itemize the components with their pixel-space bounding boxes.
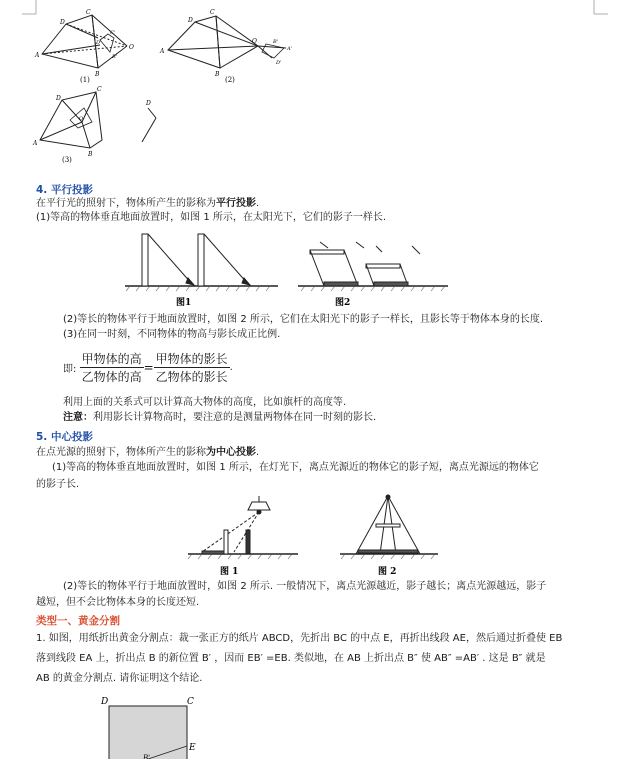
fig3-label-B: B xyxy=(88,151,93,158)
fig1-label-C: C xyxy=(86,9,91,16)
square-paper xyxy=(109,706,187,759)
section4-formula xyxy=(63,350,233,385)
section4-figures xyxy=(120,226,450,311)
section5-def-term: 为中心投影 xyxy=(206,447,256,458)
fig1-label-A: A xyxy=(35,52,40,59)
note-label: 注意： xyxy=(63,412,93,423)
type1-question-line3: AB 的黄金分割点. 请你证明这个结论. xyxy=(36,673,203,684)
fig2-label-A: A xyxy=(160,48,165,55)
figure-1-projection xyxy=(42,15,127,68)
label-D: D xyxy=(101,697,109,707)
fig3-label-O: O xyxy=(79,116,84,122)
fig3-caption: (3) xyxy=(62,156,72,164)
type1-question-line2: 落到线段 EA 上，折出点 B 的新位置 B′ ，因而 EB′ =EB. 类似地，在 AB 上折出点 B″ 使 AB″ =AB′ . 这是 B″ 就是 xyxy=(36,653,546,664)
central-fig2-drawing xyxy=(340,495,438,554)
section4-title: 4. 平行投影 xyxy=(36,184,93,196)
central-fig1-drawing xyxy=(188,496,298,554)
fig1-label-O: O xyxy=(129,44,134,51)
formula-end: . xyxy=(229,362,233,373)
section5-point2-line1: (2)等长的物体平行于地面放置时，如图 2 所示. 一般情况下，离点光源越近，影子越长；离点光源越远，影子 xyxy=(63,581,547,592)
fig2-label-B: B xyxy=(215,71,220,78)
parallel-fig2-caption: 图2 xyxy=(335,298,351,308)
section4-def-prefix: 在平行光的照射下，物体所产生的影称为 xyxy=(36,198,216,209)
section4-definition xyxy=(36,197,259,211)
section5-def-suffix: . xyxy=(256,447,260,458)
formula-left-fraction xyxy=(80,350,144,385)
type1-question-line1: 1. 如图，用纸折出黄金分割点：裁一张正方的纸片 ABCD，先折出 BC 的中点 E，再折出线段 AE，然后通过折叠使 EB xyxy=(36,633,563,644)
parallel-fig2-drawing xyxy=(298,242,448,286)
formula-equals: = xyxy=(143,360,154,375)
fig3-label-D-right: D xyxy=(146,100,151,107)
fig2-label-D: D xyxy=(188,17,193,24)
fig3-label-A: A xyxy=(33,140,38,147)
fig1-label-D2: D' xyxy=(96,40,102,46)
section4-point4: 利用上面的关系式可以计算高大物体的高度，比如旗杆的高度等. xyxy=(63,397,347,408)
section5-point1-line1: (1)等高的物体垂直地面放置时，如图 1 所示，在灯光下，离点光源近的物体它的影子短，离点光源远的物体它 xyxy=(52,462,539,473)
fig2-label-O: O xyxy=(252,38,257,45)
parallel-fig1-caption: 图1 xyxy=(176,298,192,308)
section4-point1: (1)等高的物体垂直地面放置时，如图 1 所示，在太阳光下，它们的影子一样长. xyxy=(36,212,387,223)
parallel-fig1-drawing xyxy=(125,234,278,286)
section5-point2-line2: 越短，但不会比物体本身的长度还短. xyxy=(36,597,200,608)
formula-left-numerator: 甲物体的高 xyxy=(81,352,142,366)
label-B-prime: B' xyxy=(143,754,151,759)
fig2-caption: (2) xyxy=(225,76,235,84)
formula-right-numerator: 甲物体的影长 xyxy=(155,352,228,366)
label-C: C xyxy=(187,697,194,707)
fig2-label-D2: D' xyxy=(276,60,282,66)
formula-right-denominator: 乙物体的影长 xyxy=(155,370,228,384)
central-fig2-caption: 图 2 xyxy=(378,567,397,577)
golden-section-figure xyxy=(95,694,215,759)
figure-2-projection xyxy=(168,16,286,68)
fig3-label-D: D xyxy=(56,95,61,102)
label-E: E xyxy=(189,743,196,753)
section4-point3: (3)在同一时刻，不同物体的物高与影长成正比例. xyxy=(63,329,281,340)
fig3-label-C: C xyxy=(97,86,102,93)
formula-prefix: 即: xyxy=(63,364,77,375)
section5-definition xyxy=(36,446,259,460)
central-fig1-caption: 图 1 xyxy=(220,567,239,577)
fig1-label-B: B xyxy=(95,71,100,78)
section5-def-prefix: 在点光源的照射下，物体所产生的影称 xyxy=(36,447,206,458)
formula-right-fraction xyxy=(154,350,230,385)
fig2-label-B2: B' xyxy=(273,39,279,45)
top-figures xyxy=(0,0,631,170)
section4-note xyxy=(63,411,376,425)
section5-figures xyxy=(180,494,440,580)
section4-point2: (2)等长的物体平行于地面放置时，如图 2 所示，它们在太阳光下的影子一样长，且影长等于物体本身的长度. xyxy=(63,314,544,325)
note-text: 利用影长计算物高时，要注意的是测量两物体在同一时刻的影长. xyxy=(93,412,377,423)
section4-def-suffix: . xyxy=(256,198,260,209)
fig1-caption: (1) xyxy=(80,76,90,84)
section4-def-term: 平行投影 xyxy=(216,198,256,209)
fig1-label-D: D xyxy=(60,19,65,26)
fig1-label-B2: B' xyxy=(112,54,118,60)
fig2-label-A2: A' xyxy=(287,46,292,52)
section5-point1-line2: 的影子长. xyxy=(36,479,80,490)
fig1-label-C2: C' xyxy=(110,30,116,36)
formula-left-denominator: 乙物体的高 xyxy=(81,370,142,384)
type1-title: 类型一、黄金分割 xyxy=(36,615,120,627)
section5-title: 5. 中心投影 xyxy=(36,431,93,443)
fig2-label-C: C xyxy=(210,9,215,16)
